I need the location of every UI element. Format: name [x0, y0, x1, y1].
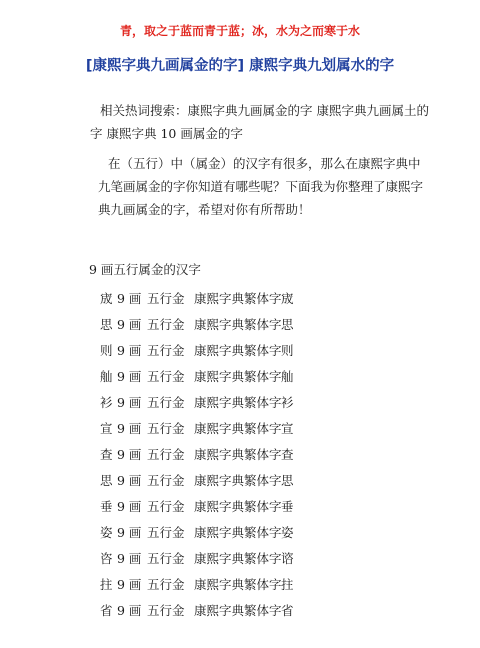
dictionary-type: 康熙字典繁体字 — [194, 343, 282, 358]
traditional-form: 思 — [281, 473, 294, 488]
traditional-form: 则 — [281, 343, 294, 358]
character: 舢 — [100, 369, 113, 384]
header-motto: 青，取之于蓝而青于蓝；冰，水为之而寒于水 — [119, 24, 360, 38]
stroke-count: 9 画 — [117, 421, 142, 436]
traditional-form: 宣 — [281, 421, 294, 436]
character: 宬 — [100, 291, 113, 306]
list-item — [100, 493, 301, 519]
five-element: 五行金 — [147, 395, 185, 410]
character: 则 — [100, 343, 113, 358]
stroke-count: 9 画 — [117, 291, 142, 306]
five-element: 五行金 — [147, 551, 185, 566]
five-element: 五行金 — [147, 603, 185, 618]
dictionary-type: 康熙字典繁体字 — [194, 369, 282, 384]
related-keywords-paragraph: 相关热词搜索：康熙字典九画属金的字 康熙字典九画属土的字 康熙字典 10 画属金的字 — [90, 103, 429, 141]
dictionary-type: 康熙字典繁体字 — [194, 447, 282, 462]
list-item — [100, 285, 301, 311]
stroke-count: 9 画 — [117, 447, 142, 462]
dictionary-type: 康熙字典繁体字 — [194, 603, 282, 618]
dictionary-type: 康熙字典繁体字 — [194, 291, 282, 306]
traditional-form: 宬 — [281, 291, 294, 306]
list-item — [100, 363, 301, 389]
list-item — [100, 389, 301, 415]
traditional-form: 拄 — [281, 577, 294, 592]
character: 查 — [100, 447, 113, 462]
five-element: 五行金 — [147, 499, 185, 514]
traditional-form: 查 — [281, 447, 294, 462]
character: 宣 — [100, 421, 113, 436]
character: 垂 — [100, 499, 113, 514]
character: 省 — [100, 603, 113, 618]
stroke-count: 9 画 — [117, 525, 142, 540]
traditional-form: 姿 — [281, 525, 294, 540]
five-element: 五行金 — [147, 317, 185, 332]
dictionary-type: 康熙字典繁体字 — [194, 499, 282, 514]
character: 思 — [100, 317, 113, 332]
five-element: 五行金 — [147, 421, 185, 436]
five-element: 五行金 — [147, 525, 185, 540]
dictionary-type: 康熙字典繁体字 — [194, 525, 282, 540]
five-element: 五行金 — [147, 447, 185, 462]
stroke-count: 9 画 — [117, 343, 142, 358]
dictionary-type: 康熙字典繁体字 — [194, 317, 282, 332]
list-item — [100, 597, 301, 623]
traditional-form: 舢 — [281, 369, 294, 384]
traditional-form: 思 — [281, 317, 294, 332]
stroke-count: 9 画 — [117, 317, 142, 332]
stroke-count: 9 画 — [117, 499, 142, 514]
stroke-count: 9 画 — [117, 369, 142, 384]
traditional-form: 垂 — [281, 499, 294, 514]
traditional-form: 衫 — [281, 395, 294, 410]
dictionary-type: 康熙字典繁体字 — [194, 395, 282, 410]
five-element: 五行金 — [147, 291, 185, 306]
list-item — [100, 441, 301, 467]
dictionary-type: 康熙字典繁体字 — [194, 577, 282, 592]
five-element: 五行金 — [147, 369, 185, 384]
stroke-count: 9 画 — [117, 395, 142, 410]
character-list — [100, 285, 301, 623]
dictionary-type: 康熙字典繁体字 — [194, 473, 282, 488]
character: 衫 — [100, 395, 113, 410]
character: 咨 — [100, 551, 113, 566]
list-item — [100, 415, 301, 441]
character: 拄 — [100, 577, 113, 592]
list-item — [100, 337, 301, 363]
five-element: 五行金 — [147, 577, 185, 592]
five-element: 五行金 — [147, 343, 185, 358]
intro-paragraph: 在（五行）中（属金）的汉字有很多，那么在康熙字典中九笔画属金的字你知道有哪些呢？下面我为你整理了康熙字典九画属金的字，希望对你有所帮助！ — [98, 156, 424, 217]
stroke-count: 9 画 — [117, 577, 142, 592]
traditional-form: 省 — [281, 603, 294, 618]
dictionary-type: 康熙字典繁体字 — [194, 551, 282, 566]
five-element: 五行金 — [147, 473, 185, 488]
list-item — [100, 571, 301, 597]
list-item — [100, 545, 301, 571]
section-heading: 9 画五行属金的汉字 — [89, 262, 201, 277]
traditional-form: 谘 — [281, 551, 294, 566]
character: 姿 — [100, 525, 113, 540]
stroke-count: 9 画 — [117, 473, 142, 488]
list-item — [100, 467, 301, 493]
stroke-count: 9 画 — [117, 603, 142, 618]
list-item — [100, 311, 301, 337]
dictionary-type: 康熙字典繁体字 — [194, 421, 282, 436]
list-item — [100, 519, 301, 545]
character: 思 — [100, 473, 113, 488]
page-title: [康熙字典九画属金的字] 康熙字典九划属水的字 — [85, 58, 395, 74]
stroke-count: 9 画 — [117, 551, 142, 566]
